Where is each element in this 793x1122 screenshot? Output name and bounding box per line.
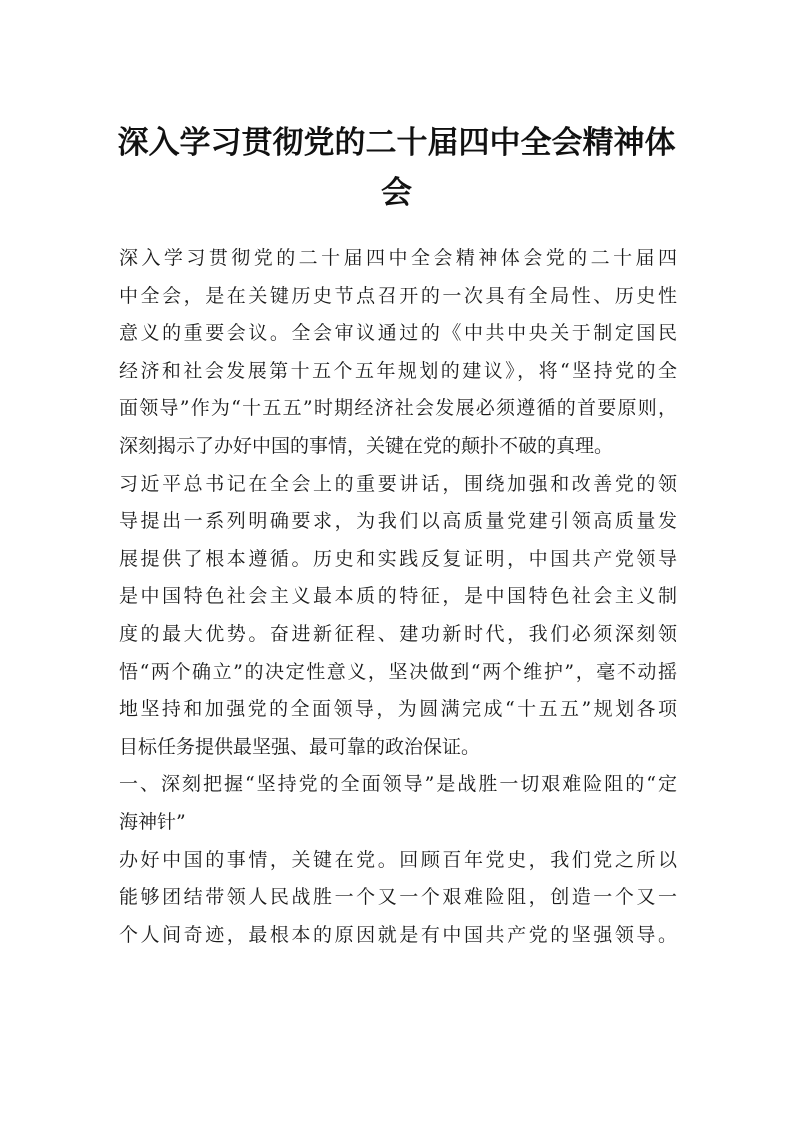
document-title [0, 118, 793, 218]
paragraph-line: 办好中国的事情，关键在党。回顾百年党史，我们党之所以 [119, 848, 677, 871]
paragraph-line: 是中国特色社会主义最本质的特征，是中国特色社会主义制 [119, 585, 677, 608]
paragraph-line: 度的最大优势。奋进新征程、建功新时代，我们必须深刻领 [119, 622, 677, 645]
document-body [119, 240, 677, 954]
paragraph-line: 能够团结带领人民战胜一个又一个艰难险阻，创造一个又一 [119, 886, 677, 909]
paragraph-line: 个人间奇迹，最根本的原因就是有中国共产党的坚强领导。 [119, 923, 677, 946]
paragraph-line: 深入学习贯彻党的二十届四中全会精神体会党的二十届四 [119, 247, 677, 269]
paragraph-line: 深刻揭示了办好中国的事情，关键在党的颠扑不破的真理。 [119, 434, 614, 457]
paragraph-line: 地坚持和加强党的全面领导，为圆满完成“十五五”规划各项 [119, 698, 677, 721]
title-line: 会 [381, 175, 412, 211]
paragraph-line: 导提出一系列明确要求，为我们以高质量党建引领高质量发 [119, 510, 677, 533]
paragraph-line: 展提供了根本遵循。历史和实践反复证明，中国共产党领导 [119, 547, 677, 570]
section-heading-line: 一、深刻把握“坚持党的全面领导”是战胜一切艰难险阻的“定 [119, 773, 677, 796]
paragraph-line: 经济和社会发展第十五个五年规划的建议》，将“坚持党的全 [119, 359, 677, 382]
paragraph-line: 习近平总书记在全会上的重要讲话，围绕加强和改善党的领 [119, 472, 677, 495]
title-line: 深入学习贯彻党的二十届四中全会精神体 [117, 125, 676, 161]
paragraph-line: 面领导”作为“十五五”时期经济社会发展必须遵循的首要原则， [119, 397, 677, 420]
paragraph-line: 中全会，是在关键历史节点召开的一次具有全局性、历史性 [119, 284, 677, 307]
section-heading-line: 海神针” [119, 810, 186, 833]
paragraph-line: 悟“两个确立”的决定性意义，坚决做到“两个维护”，毫不动摇 [119, 660, 677, 683]
paragraph-line: 意义的重要会议。全会审议通过的《中共中央关于制定国民 [119, 322, 677, 345]
paragraph-line: 目标任务提供最坚强、最可靠的政治保证。 [119, 735, 481, 758]
